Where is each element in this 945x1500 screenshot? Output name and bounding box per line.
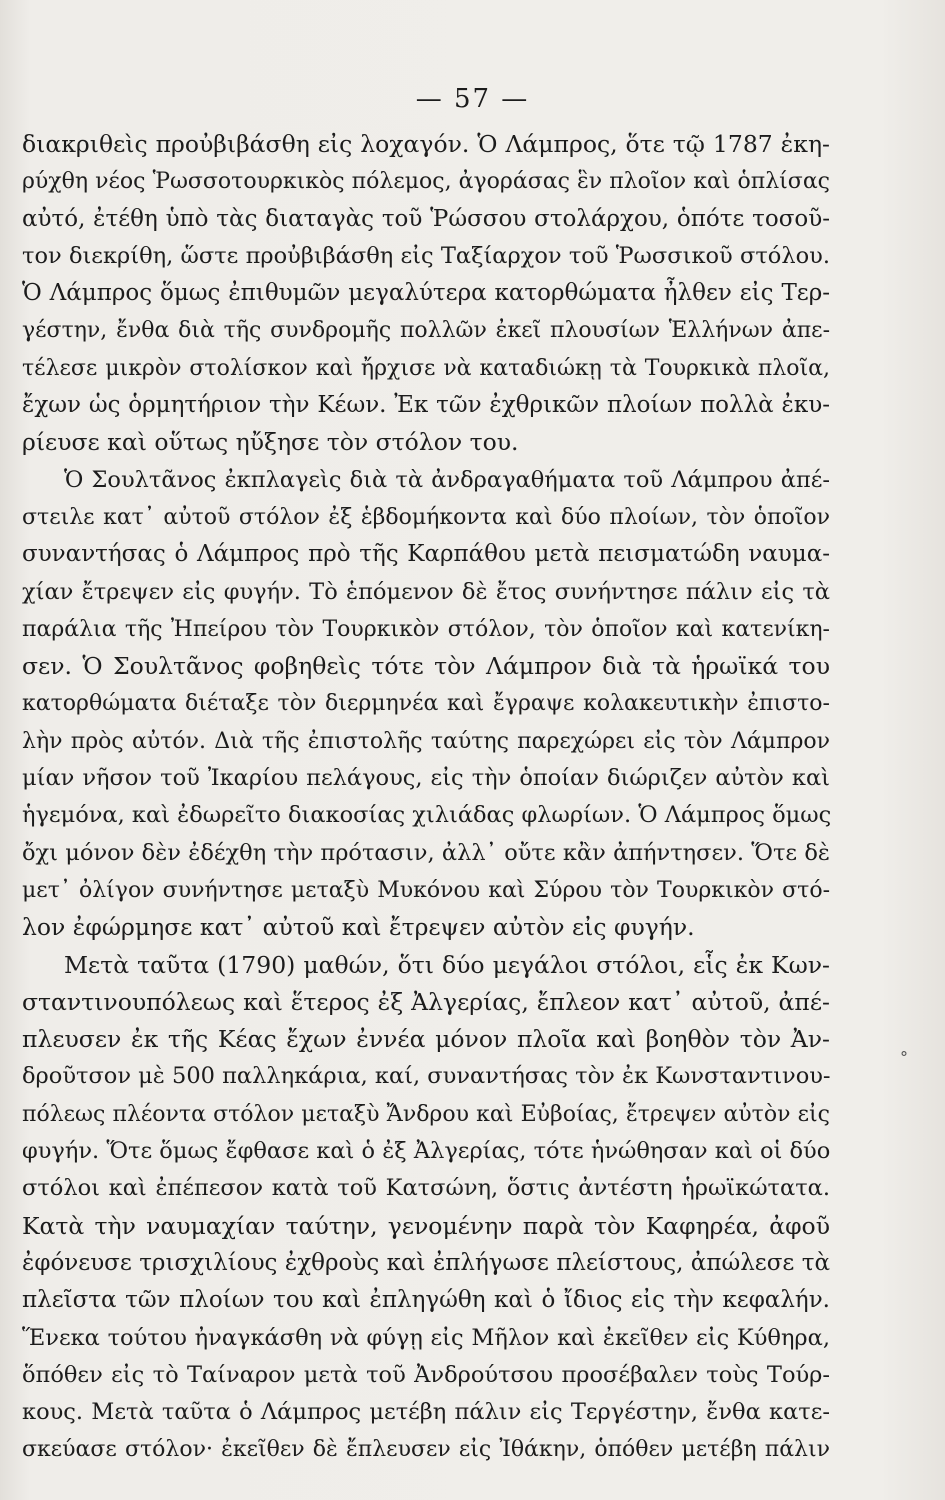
text-line: στειλε κατ᾽ αὐτοῦ στόλον ἐξ ἑβδομήκοντα καὶ δύο πλοίων, τὸν ὁποῖον: [22, 504, 830, 530]
text-line: λὴν πρὸς αὐτόν. Διὰ τῆς ἐπιστολῆς ταύτης παρεχώρει εἰς τὸν Λάμπρον: [22, 728, 830, 754]
text-line: Κατὰ τὴν ναυμαχίαν ταύτην, γενομένην παρὰ τὸν Καφηρέα, ἀφοῦ: [22, 1211, 830, 1240]
text-line: σεν. Ὁ Σουλτᾶνος φοβηθεὶς τότε τὸν Λάμπρον διὰ τὰ ἡρωϊκά του: [22, 652, 830, 681]
text-line: δροῦτσον μὲ 500 παλληκάρια, καί, συναντήσας τὸν ἐκ Κωνσταντινου-: [22, 1063, 831, 1090]
text-line: ρίευσε καὶ οὕτως ηὔξησε τὸν στόλον του.: [22, 428, 519, 457]
text-line: λον ἐφώρμησε κατ᾽ αὐτοῦ καὶ ἔτρεψεν αὐτὸν εἰς φυγήν.: [22, 913, 695, 942]
text-line: παράλια τῆς Ἠπείρου τὸν Τουρκικὸν στόλον, τὸν ὁποῖον καὶ κατενίκη-: [22, 616, 830, 642]
text-line: ἔχων ὡς ὁρμητήριον τὴν Κέων. Ἐκ τῶν ἐχθρικῶν πλοίων πολλὰ ἐκυ-: [22, 392, 830, 419]
text-line: κατορθώματα διέταξε τὸν διερμηνέα καὶ ἔγραψε κολακευτικὴν ἐπιστο-: [22, 691, 830, 717]
text-line: μίαν νῆσον τοῦ Ἰκαρίου πελάγους, εἰς τὴν ὁποίαν διώριζεν αὐτὸν καὶ: [22, 765, 830, 792]
text-line: πόλεως πλέοντα στόλον μεταξὺ Ἄνδρου καὶ Εὐβοίας, ἔτρεψεν αὐτὸν εἰς: [22, 1101, 830, 1127]
text-line: φυγήν. Ὅτε ὅμως ἔφθασε καὶ ὁ ἐξ Ἀλγερίας, τότε ἡνώθησαν καὶ οἱ δύο: [22, 1138, 831, 1165]
body-text: [22, 126, 830, 1469]
text-line: ἐφόνευσε τρισχιλίους ἐχθροὺς καὶ ἐπλήγωσε πλείστους, ἀπώλεσε τὰ: [22, 1249, 830, 1276]
text-line: ὄχι μόνον δὲν ἐδέχθη τὴν πρότασιν, ἀλλ᾽ οὔτε κἂν ἀπήντησεν. Ὅτε δὲ: [22, 839, 830, 866]
text-line: Μετὰ ταῦτα (1790) μαθών, ὅτι δύο μεγάλοι στόλοι, εἷς ἐκ Κων-: [64, 950, 830, 979]
page-number: — 57 —: [415, 84, 530, 114]
text-line: Ὁ Λάμπρος ὅμως ἐπιθυμῶν μεγαλύτερα κατορθώματα ἦλθεν εἰς Τερ-: [22, 280, 830, 307]
text-line: ἡγεμόνα, καὶ ἐδωρεῖτο διακοσίας χιλιάδας φλωρίων. Ὁ Λάμπρος ὅμως: [22, 802, 832, 829]
text-line: διακριθεὶς προὐβιβάσθη εἰς λοχαγόν. Ὁ Λάμπρος, ὅτε τῷ 1787 ἐκη-: [22, 130, 830, 158]
text-line: πλευσεν ἐκ τῆς Κέας ἔχων ἐννέα μόνον πλοῖα καὶ βοηθὸν τὸν Ἀν-: [22, 1025, 830, 1054]
text-line: Ἕνεκα τούτου ἠναγκάσθη νὰ φύγῃ εἰς Μῆλον καὶ ἐκεῖθεν εἰς Κύθηρα,: [22, 1324, 830, 1351]
text-line: αὐτό, ἐτέθη ὑπὸ τὰς διαταγὰς τοῦ Ῥώσσου στολάρχου, ὁπότε τοσοῦ-: [22, 205, 830, 232]
text-line: ρύχθη νέος Ῥωσσοτουρκικὸς πόλεμος, ἀγοράσας ἓν πλοῖον καὶ ὁπλίσας: [22, 169, 830, 195]
text-line: συναντήσας ὁ Λάμπρος πρὸ τῆς Καρπάθου μετὰ πεισματώδη ναυμα-: [22, 541, 830, 568]
text-line: ὅπόθεν εἰς τὸ Ταίναρον μετὰ τοῦ Ἀνδρούτσου προσέβαλεν τοὺς Τούρ-: [22, 1361, 830, 1388]
text-line: σκεύασε στόλον· ἐκεῖθεν δὲ ἔπλευσεν εἰς Ἰθάκην, ὁπόθεν μετέβη πάλιν: [22, 1437, 830, 1463]
text-line: μετ᾽ ὀλίγον συνήντησε μεταξὺ Μυκόνου καὶ Σύρου τὸν Τουρκικὸν στό-: [22, 877, 830, 903]
text-line: Ὁ Σουλτᾶνος ἐκπλαγεὶς διὰ τὰ ἀνδραγαθήματα τοῦ Λάμπρου ἀπέ-: [64, 466, 830, 493]
text-line: γέστην, ἔνθα διὰ τῆς συνδρομῆς πολλῶν ἐκεῖ πλουσίων Ἑλλήνων ἀπε-: [22, 318, 830, 344]
text-line: στόλοι καὶ ἐπέπεσον κατὰ τοῦ Κατσώνη, ὅστις ἀντέστη ἡρωϊκώτατα.: [22, 1175, 830, 1202]
text-line: χίαν ἔτρεψεν εἰς φυγήν. Τὸ ἑπόμενον δὲ ἔτος συνήντησε πάλιν εἰς τὰ: [22, 578, 830, 605]
margin-mark: °: [900, 1048, 908, 1067]
text-line: τέλεσε μικρὸν στολίσκον καὶ ἤρχισε νὰ καταδιώκῃ τὰ Τουρκικὰ πλοῖα,: [22, 355, 830, 381]
text-line: σταντινουπόλεως καὶ ἕτερος ἐξ Ἀλγερίας, ἔπλεον κατ᾽ αὐτοῦ, ἀπέ-: [22, 987, 830, 1016]
text-line: κους. Μετὰ ταῦτα ὁ Λάμπρος μετέβη πάλιν εἰς Τεργέστην, ἔνθα κατε-: [22, 1399, 830, 1426]
text-line: τον διεκρίθη, ὥστε προὐβιβάσθη εἰς Ταξίαρχον τοῦ Ῥωσσικοῦ στόλου.: [22, 242, 830, 269]
text-line: πλεῖστα τῶν πλοίων του καὶ ἐπληγώθη καὶ ὁ ἴδιος εἰς τὴν κεφαλήν.: [22, 1287, 830, 1314]
